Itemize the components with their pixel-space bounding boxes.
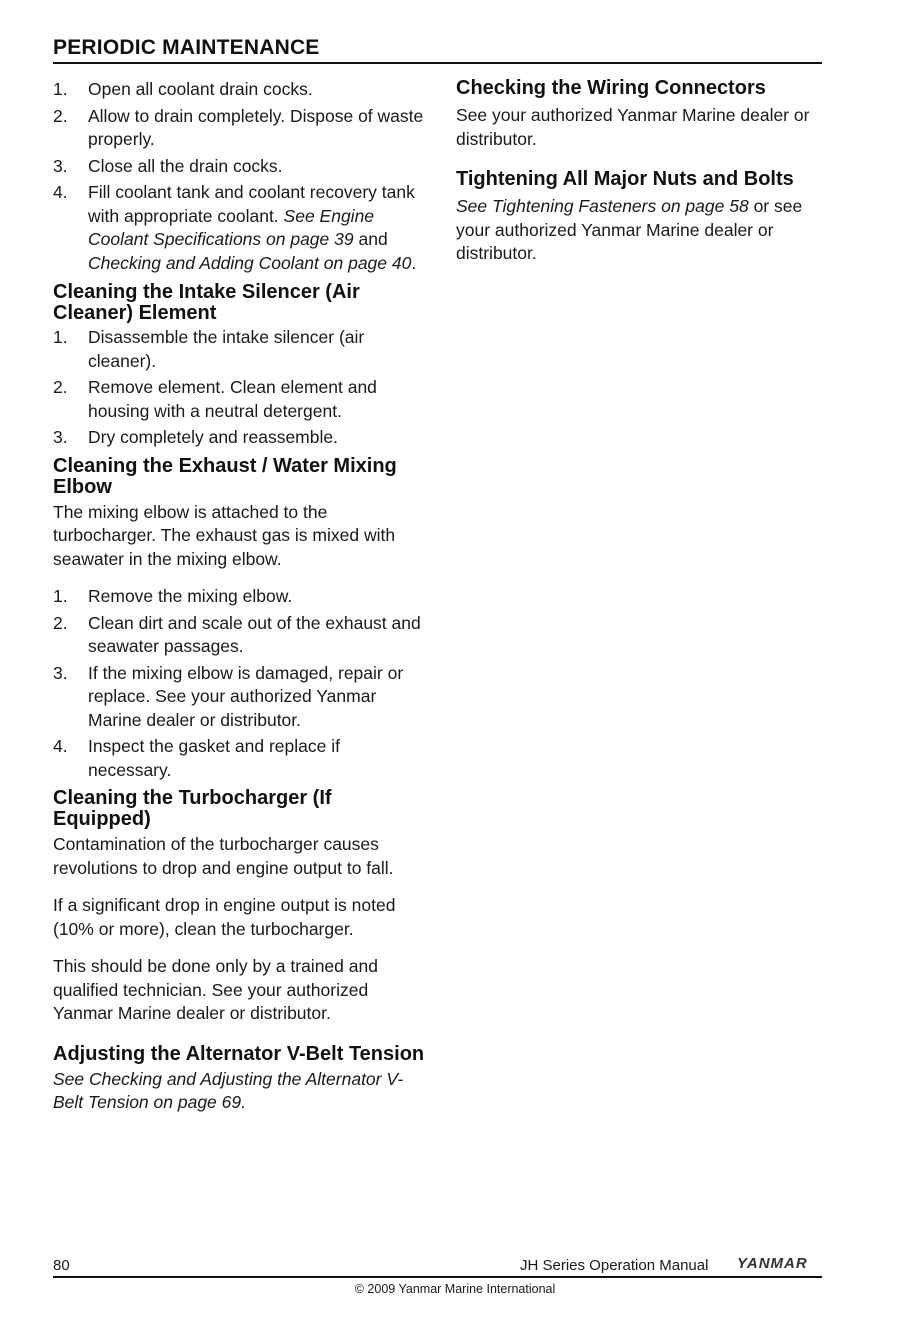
tightening-text: See Tightening Fasteners on page 58 or see your authorized Yanmar Marine dealer or distributor. (456, 196, 803, 263)
list-item: 1. Disassemble the intake silencer (air cleaner). (53, 327, 365, 371)
section-heading-exhaust: Cleaning the Exhaust / Water Mixing Elbow (53, 454, 397, 498)
list-item: 2. Remove element. Clean element and housing with a neutral detergent. (53, 377, 377, 421)
list-item: 1. Open all coolant drain cocks. (53, 79, 313, 99)
list-item: 4. Fill coolant tank and coolant recovery tank with appropriate coolant. See Engine Coolant Specifications on page 39 and Checking and Adding Coolant on page 40. (53, 182, 417, 273)
section-heading-intake: Cleaning the Intake Silencer (Air Cleaner) Element (53, 281, 360, 324)
left-column (53, 78, 425, 1115)
cross-reference: See Engine Coolant Specifications on page 39 (88, 205, 375, 249)
list-item: 1. Remove the mixing elbow. (53, 586, 293, 606)
page-number: 80 (53, 1257, 70, 1274)
intake-steps-list (53, 326, 425, 450)
list-item: 3. Close all the drain cocks. (53, 155, 283, 176)
list-item: 3. Dry completely and reassemble. (53, 427, 338, 447)
section-heading-wiring: Checking the Wiring Connectors (456, 77, 766, 99)
cross-reference: See Tightening Fasteners on page 58 (456, 196, 749, 216)
list-item: 3. If the mixing elbow is damaged, repair or replace. See your authorized Yanmar Marine dealer or distributor. (53, 662, 404, 730)
header-divider (53, 62, 822, 64)
turbo-paragraph-2: If a significant drop in engine output is noted (10% or more), clean the turbocharger. (53, 895, 396, 939)
footer-divider (53, 1276, 822, 1278)
section-heading-turbo: Cleaning the Turbocharger (If Equipped) (53, 787, 332, 830)
turbo-paragraph-1: Contamination of the turbocharger causes revolutions to drop and engine output to fall. (53, 834, 394, 878)
list-item: 2. Allow to drain completely. Dispose of waste properly. (53, 105, 424, 149)
list-item: 2. Clean dirt and scale out of the exhaust and seawater passages. (53, 612, 421, 656)
list-item: 4. Inspect the gasket and replace if necessary. (53, 736, 340, 780)
drain-steps-list (53, 78, 425, 275)
manual-title: JH Series Operation Manual (520, 1257, 709, 1274)
section-heading-alternator: Adjusting the Alternator V-Belt Tension (53, 1042, 425, 1065)
right-column (456, 78, 828, 266)
alternator-reference: See Checking and Adjusting the Alternator V-Belt Tension on page 69. (53, 1068, 404, 1112)
section-heading-tightening: Tightening All Major Nuts and Bolts (456, 168, 794, 190)
copyright-notice: © 2009 Yanmar Marine International (354, 1282, 556, 1296)
yanmar-logo: YANMAR (737, 1255, 808, 1272)
page-title: PERIODIC MAINTENANCE (53, 36, 320, 59)
exhaust-intro: The mixing elbow is attached to the turbocharger. The exhaust gas is mixed with seawater in the mixing elbow. (53, 501, 396, 569)
wiring-text: See your authorized Yanmar Marine dealer or distributor. (456, 105, 810, 149)
cross-reference: Checking and Adding Coolant on page 40 (88, 252, 412, 273)
exhaust-steps-list (53, 585, 425, 782)
turbo-paragraph-3: This should be done only by a trained and qualified technician. See your authorized Yanmar Marine dealer or distributor. (53, 956, 378, 1023)
